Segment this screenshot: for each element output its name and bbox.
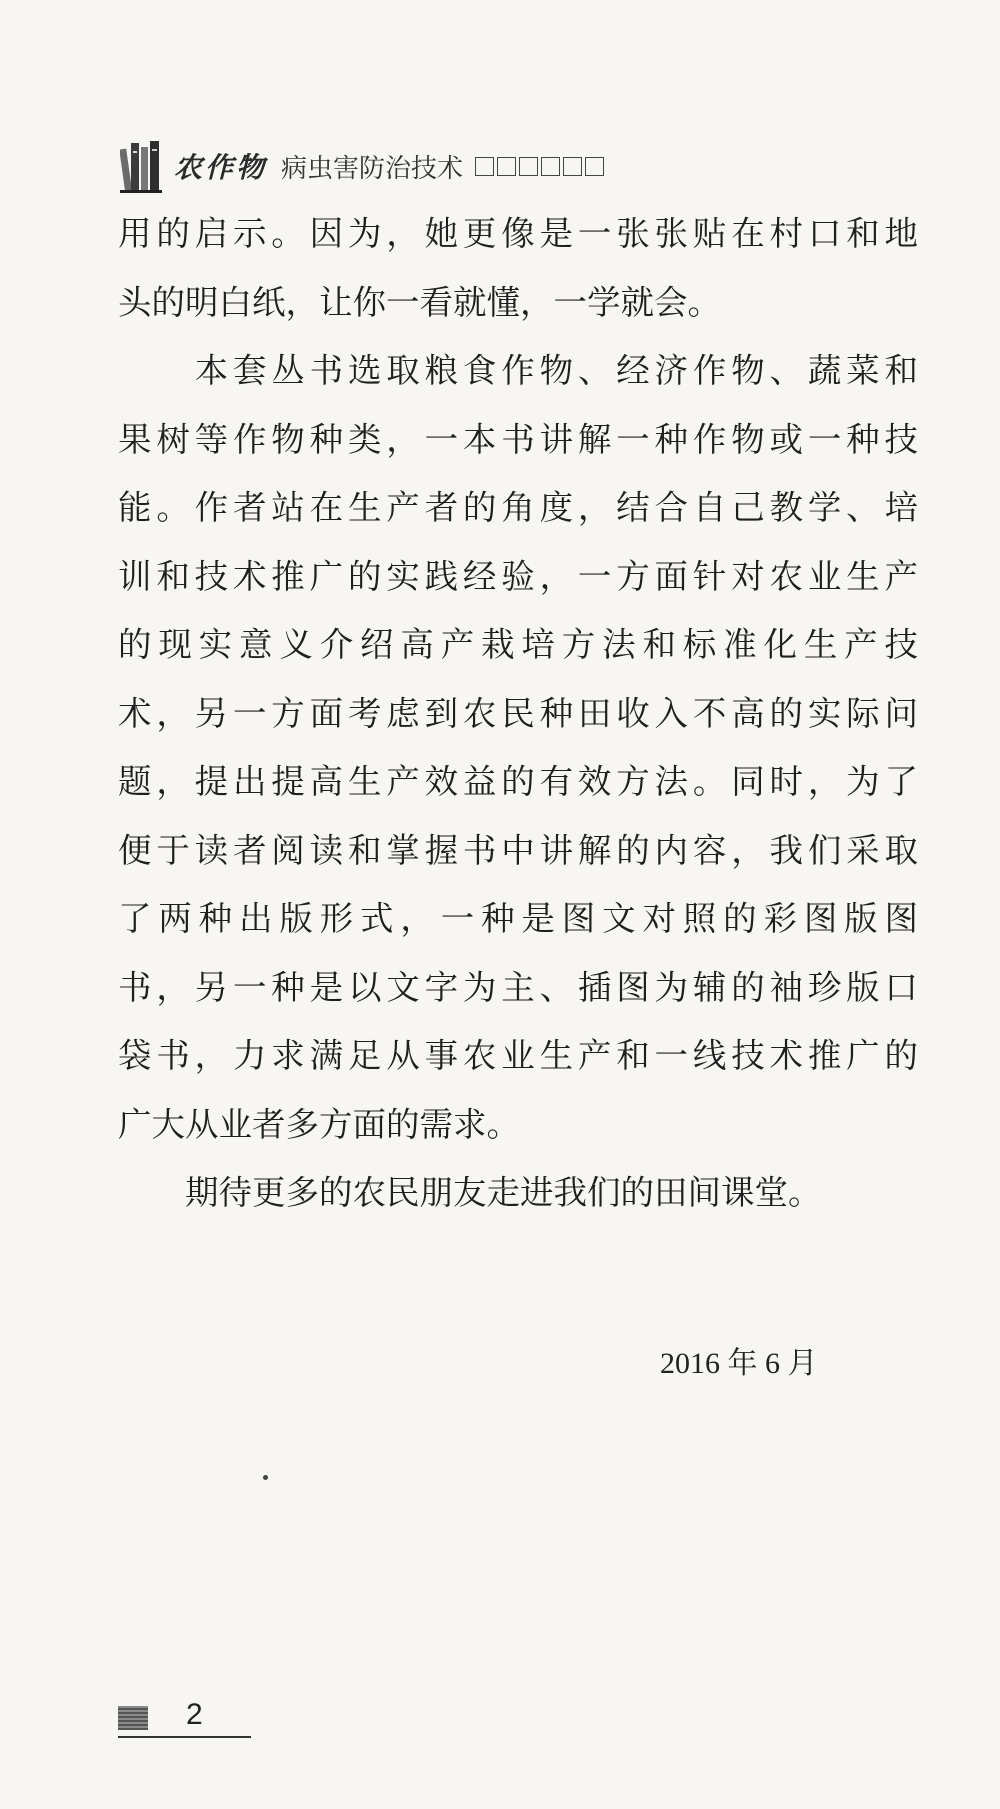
text-line: 便于读者阅读和掌握书中讲解的内容，我们采取 [118,830,918,870]
text-line: 训和技术推广的实践经验，一方面针对农业生产 [118,556,918,596]
decorative-boxes [475,157,607,176]
decorative-box [541,157,560,176]
book-stack-icon [120,139,162,193]
text-line: 期待更多的农民朋友走进我们的田间课堂。 [118,1173,822,1212]
page-header [120,136,607,196]
decorative-box [585,157,604,176]
decorative-box [475,157,494,176]
body-text [118,200,918,1228]
text-line: 头的明白纸，让你一看就懂，一学就会。 [118,282,721,322]
series-title: 农作物 [174,151,268,184]
text-line: 广大从业者多方面的需求。 [118,1104,520,1144]
stray-dot [263,1475,268,1480]
text-line: 用的启示。因为，她更像是一张张贴在村口和地 [118,214,918,253]
text-line: 题，提出提高生产效益的有效方法。同时，为了 [118,762,918,801]
footer-marker [118,1706,148,1730]
decorative-box [519,157,538,176]
text-line: 术，另一方面考虑到农民种田收入不高的实际问 [118,693,918,733]
date-signature: 2016 年 6 月 [660,1347,818,1380]
text-line: 本套丛书选取粮食作物、经济作物、蔬菜和 [118,351,918,390]
page-footer [118,1700,251,1738]
page-number: 2 [186,1698,203,1731]
decorative-box [497,157,516,176]
text-line: 袋书，力求满足从事农业生产和一线技术推广的 [118,1036,918,1075]
decorative-box [563,157,582,176]
book-subtitle: 病虫害防治技术 [281,153,464,184]
text-line: 书，另一种是以文字为主、插图为辅的袖珍版口 [118,967,918,1007]
text-line: 能。作者站在生产者的角度，结合自己教学、培 [118,488,918,527]
text-line: 了两种出版形式，一种是图文对照的彩图版图 [118,899,918,938]
text-line: 的现实意义介绍高产栽培方法和标准化生产技 [118,625,918,664]
text-line: 果树等作物种类，一本书讲解一种作物或一种技 [118,419,918,459]
